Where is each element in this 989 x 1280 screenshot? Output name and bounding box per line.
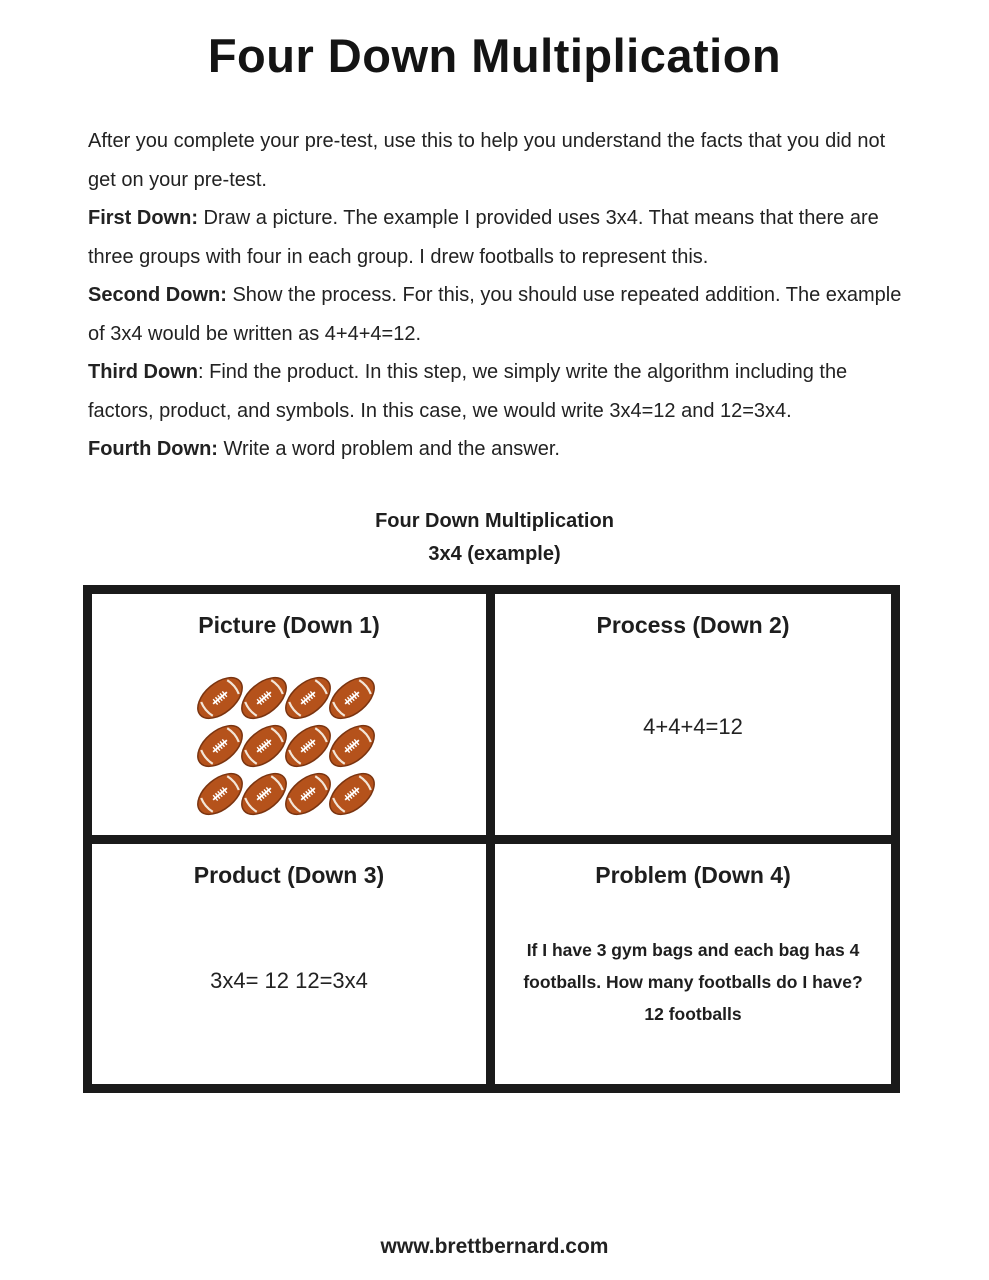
process-cell-title: Process (Down 2) <box>596 612 790 638</box>
footer-website: www.brettbernard.com <box>380 1235 609 1258</box>
second-down-step <box>88 276 903 353</box>
fourth-down-text: Write a word problem and the answer. <box>217 438 560 460</box>
word-problem-line: footballs. How many footballs do I have? <box>523 972 863 992</box>
word-problem-answer: 12 footballs <box>644 1004 742 1024</box>
football-icon <box>196 718 250 774</box>
instructions <box>88 122 903 469</box>
football-groups <box>196 674 386 824</box>
third-down-label: Third Down <box>88 361 198 383</box>
football-icon <box>196 674 250 726</box>
first-down-text: Draw a picture. The example I provided uses 3x4. That means that there are three groups with four in each group. I drew footballs to represent this. <box>88 207 879 268</box>
example-subtitle: 3x4 (example) <box>428 543 561 565</box>
football-icon <box>234 766 293 822</box>
picture-cell-title: Picture (Down 1) <box>198 612 380 638</box>
third-down-text: : Find the product. In this step, we simply write the algorithm including the factors, product, and symbols. In this case, we would write 3x4=12 and 12=3x4. <box>88 361 848 422</box>
second-down-text: Show the process. For this, you should use repeated addition. The example of 3x4 would be written as 4+4+4=12. <box>88 284 902 345</box>
first-down-label: First Down: <box>88 207 198 229</box>
problem-cell <box>495 844 891 1084</box>
third-down-step <box>88 353 903 430</box>
four-down-grid <box>83 585 900 1093</box>
page-title: Four Down Multiplication <box>207 29 782 82</box>
football-icon <box>234 718 293 774</box>
product-cell <box>92 844 486 1084</box>
word-problem <box>499 934 887 1030</box>
intro-paragraph: After you complete your pre-test, use this to help you understand the facts that you did not get on your pre-test. <box>88 130 886 191</box>
football-icon <box>196 766 250 822</box>
football-icon <box>322 766 381 822</box>
fourth-down-step <box>88 430 903 469</box>
fourth-down-label: Fourth Down: <box>88 438 218 460</box>
picture-cell <box>92 594 486 835</box>
football-icon <box>322 718 381 774</box>
first-down-step <box>88 199 903 276</box>
product-cell-title: Product (Down 3) <box>193 862 385 888</box>
word-problem-line: If I have 3 gym bags and each bag has 4 <box>526 940 860 960</box>
football-icon <box>278 674 337 726</box>
football-icon <box>322 674 381 726</box>
process-value: 4+4+4=12 <box>643 714 743 739</box>
process-cell <box>495 594 891 835</box>
football-icon <box>278 766 337 822</box>
problem-cell-title: Problem (Down 4) <box>595 862 791 888</box>
example-title: Four Down Multiplication <box>375 510 614 532</box>
second-down-label: Second Down: <box>88 284 227 306</box>
product-value: 3x4= 12 12=3x4 <box>210 968 368 993</box>
example-heading <box>0 505 989 571</box>
football-icon <box>234 674 293 726</box>
football-icon <box>278 718 337 774</box>
